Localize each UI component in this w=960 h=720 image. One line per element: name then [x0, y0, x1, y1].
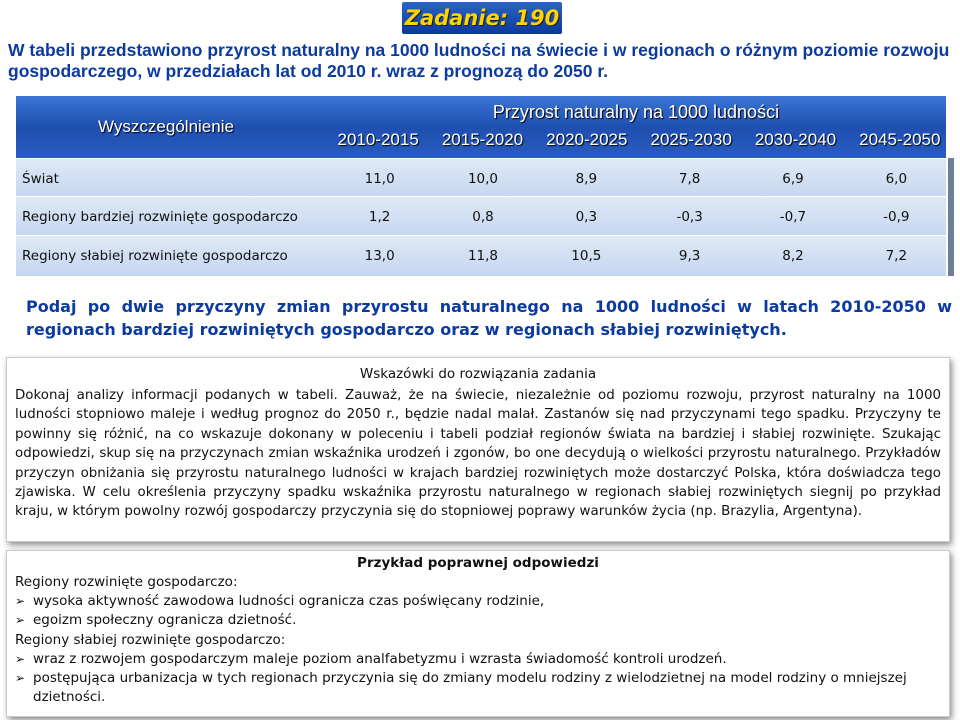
table-row-world: [16, 158, 946, 199]
task-title-banner: [402, 2, 562, 34]
list-item: [15, 669, 941, 707]
list-item-text: wraz z rozwojem gospodarczym maleje poziom analfabetyzmu i wzrasta świadomość kontroli urodzeń.: [33, 650, 727, 667]
answer-group-less-developed: Regiony słabiej rozwinięte gospodarczo:: [15, 631, 286, 648]
intro-text: W tabeli przedstawiono przyrost naturalny na 1000 ludności na świecie i w regionach o różnym poziomie rozwoju gospodarczego, w przedziałach lat od 2010 r. wraz z prognozą do 2050 r.: [8, 40, 950, 81]
header-period: 2010-2015: [337, 130, 419, 149]
header-periods: [326, 130, 952, 154]
header-period: 2030-2040: [754, 130, 837, 149]
list-item-text: egoizm społeczny ogranicza dzietność.: [33, 612, 297, 629]
table-cell: 1,2: [368, 209, 391, 225]
header-period: 2015-2020: [441, 130, 524, 149]
table-cell: 11,0: [364, 171, 395, 187]
arrow-bullet-icon: ➢: [15, 651, 26, 666]
header-group-title: Przyrost naturalny na 1000 ludności: [492, 102, 780, 122]
table-cell: 6,0: [885, 171, 908, 187]
list-item: [15, 592, 941, 611]
table-cell: 6,9: [782, 171, 804, 187]
answer-title: Przykład poprawnej odpowiedzi: [357, 555, 599, 571]
list-item-text: wysoka aktywność zawodowa ludności ogranicza czas poświęcany rodzinie,: [33, 593, 545, 610]
table-cell: 7,8: [678, 171, 701, 187]
answer-box: [6, 550, 950, 717]
hints-title: Wskazówki do rozwiązania zadania: [359, 366, 597, 382]
header-period: 2025-2030: [650, 130, 732, 149]
arrow-bullet-icon: ➢: [15, 613, 26, 628]
table-cell: 10,5: [571, 248, 602, 264]
table-row-less-developed: [16, 235, 946, 276]
list-item: [15, 611, 941, 630]
arrow-bullet-icon: ➢: [15, 671, 26, 686]
hints-text: Dokonaj analizy informacji podanych w tabeli. Zauważ, że na świecie, niezależnie od poziomu rozwoju, przyrost naturalny na 1000 ludności stopniowo maleje i według prognoz do 2050 r., będzie nadal malał. Zastanów się nad przyczynami tego spadku. Przyczyny te powinny się różnić, na co wskazuje dokonany w poleceniu i tabeli podział regionów świata na bardziej i słabiej rozwinięte. Szukając odpowiedzi, skup się na przyczynach zmian wskaźnika urodzeń i zgonów, bo one decydują o wielkości przyrostu naturalnego. Przykładów przyczyn obniżania się przyrostu naturalnego ludności w krajach bardziej rozwiniętych może dostarczyć Polska, która doświadcza tego zjawiska. W celu określenia przyczyny spadku wskaźnika przyrostu naturalnego w regionach słabiej rozwiniętych siegnij po przykład kraju, w którym powolny rozwój gospodarczy przyczynia się do stopniowej poprawy warunków życia (np. Brazylia, Argentyna).: [15, 388, 941, 520]
table-cell: 0,3: [575, 209, 598, 225]
table-cell: 9,3: [678, 248, 701, 264]
table-cell: 8,9: [575, 171, 598, 187]
population-growth-table: [8, 96, 946, 274]
table-cell: 0,8: [472, 209, 494, 225]
row-label: Regiony słabiej rozwinięte gospodarczo: [22, 248, 288, 264]
table-cell: -0,9: [883, 209, 910, 225]
task-title: Zadanie: 190: [404, 6, 560, 30]
table-edge-shadow: [948, 158, 954, 276]
answer-group-developed: Regiony rozwinięte gospodarczo:: [15, 574, 238, 590]
header-period: 2045-2050: [859, 130, 941, 149]
row-label: Regiony bardziej rozwinięte gospodarczo: [22, 209, 298, 225]
table-cell: 10,0: [467, 171, 499, 187]
list-item-text: postępująca urbanizacja w tych regionach przyczynia się do zmiany modelu rodziny z wielodzietnej na model rodziny o mniejszej dzietności.: [33, 670, 907, 706]
table-cell: 13,0: [364, 248, 395, 264]
table-cell: 11,8: [467, 248, 499, 264]
table-cell: 7,2: [885, 248, 908, 264]
question-text: Podaj po dwie przyczyny zmian przyrostu naturalnego na 1000 ludności w latach 2010-2050 w regionach bardziej rozwiniętych gospodarczo oraz w regionach słabiej rozwiniętych.: [26, 297, 952, 339]
table-cell: 8,2: [782, 248, 804, 264]
list-item: [15, 650, 941, 669]
table-cell: -0,7: [779, 209, 807, 225]
arrow-bullet-icon: ➢: [15, 594, 26, 609]
table-row-developed: [16, 196, 946, 237]
row-label: Świat: [22, 171, 59, 187]
answer-content: [15, 573, 941, 707]
header-specification: Wyszczególnienie: [98, 117, 234, 136]
hints-box: [6, 357, 950, 542]
header-period: 2020-2025: [546, 130, 628, 149]
table-cell: -0,3: [676, 209, 703, 225]
table-header: [16, 96, 946, 158]
